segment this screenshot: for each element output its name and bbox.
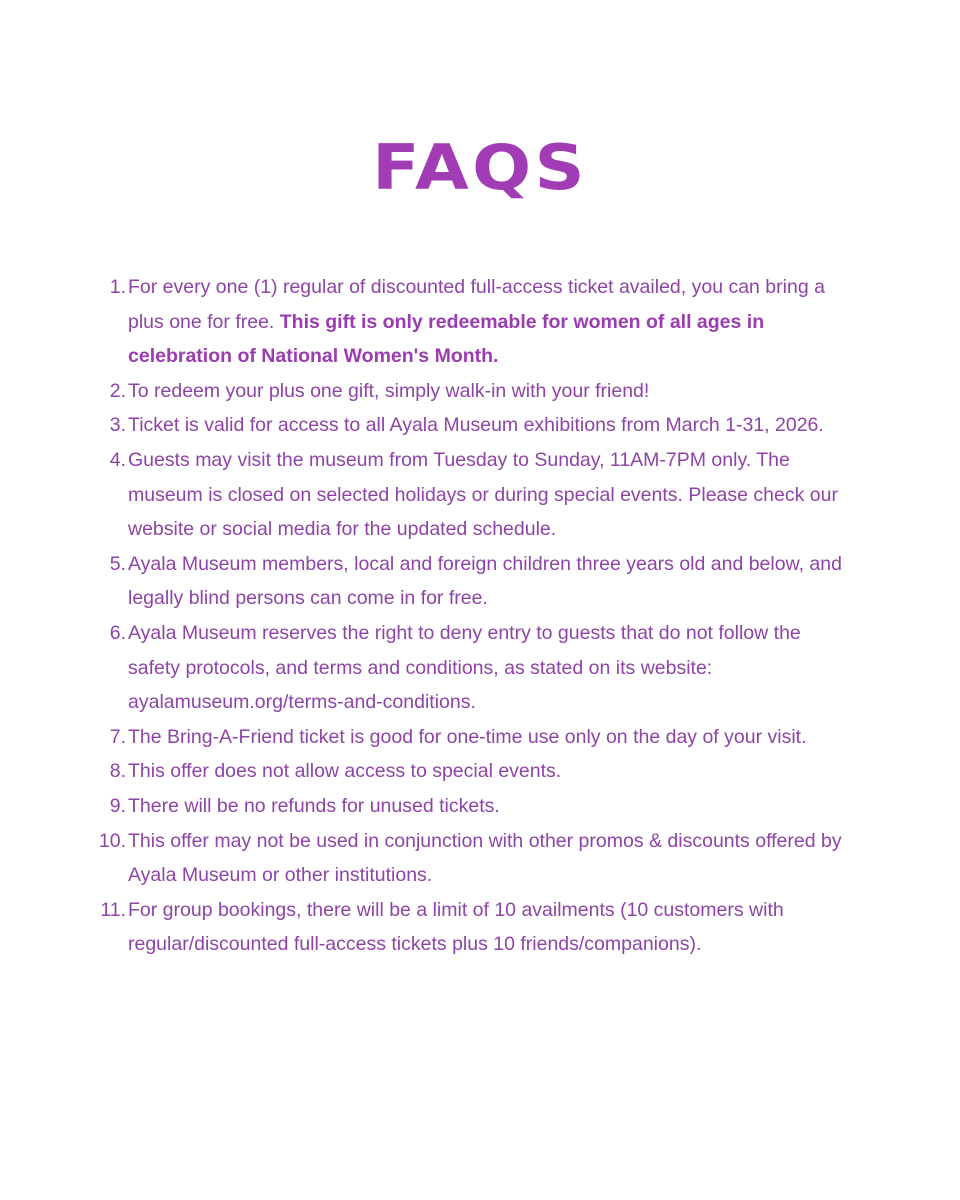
faq-number: 9. xyxy=(109,794,126,817)
faq-item-2 xyxy=(0,374,960,409)
faq-item-4 xyxy=(0,443,960,547)
faq-text: Ticket is valid for access to all Ayala Museum exhibitions from March 1-31, 2026. xyxy=(128,414,824,437)
faq-text: To redeem your plus one gift, simply walk-in with your friend! xyxy=(128,379,650,402)
faq-item-10 xyxy=(0,824,960,893)
faq-item-6 xyxy=(0,616,960,720)
faq-text: This offer does not allow access to special events. xyxy=(128,760,562,783)
faq-item-1 xyxy=(0,270,960,374)
faq-number: 10. xyxy=(98,829,126,852)
faq-text: For group bookings, there will be a limit of 10 availments (10 customers with regular/discounted full-access tickets plus 10 friends/companions). xyxy=(128,898,784,956)
faq-text xyxy=(128,270,848,374)
faq-item-7 xyxy=(0,720,960,755)
faq-item-3 xyxy=(0,408,960,443)
faq-text-regular: For every one (1) regular of discounted full-access ticket availed, you can bring a plus one for free. xyxy=(128,276,825,333)
faq-text: The Bring-A-Friend ticket is good for one-time use only on the day of your visit. xyxy=(128,725,807,748)
faq-number: 1. xyxy=(109,276,126,298)
faq-text: Ayala Museum reserves the right to deny entry to guests that do not follow the safety protocols, and terms and conditions, as stated on its website: ayalamuseum.org/terms-and-conditions. xyxy=(128,621,801,714)
faq-text: There will be no refunds for unused tickets. xyxy=(128,794,500,817)
faq-text: Guests may visit the museum from Tuesday to Sunday, 11AM-7PM only. The museum is closed on selected holidays or during special events. Please check our website or social media for the updated schedule. xyxy=(128,448,838,541)
faq-number: 7. xyxy=(109,725,126,748)
faq-number: 5. xyxy=(109,552,126,575)
faq-item-5 xyxy=(0,547,960,616)
faq-item-11 xyxy=(0,893,960,962)
faq-text-bold: This gift is only redeemable for women of all ages in celebration of National Women's Month. xyxy=(128,310,765,368)
faq-number: 11. xyxy=(100,898,126,921)
faq-list xyxy=(0,270,960,962)
faq-text: Ayala Museum members, local and foreign children three years old and below, and legally blind persons can come in for free. xyxy=(128,552,842,610)
faq-number: 4. xyxy=(109,448,126,471)
faq-item-8 xyxy=(0,754,960,789)
faq-item-9 xyxy=(0,789,960,824)
page-title: FAQS xyxy=(372,131,588,204)
faq-number: 6. xyxy=(109,621,126,644)
faq-number: 8. xyxy=(109,760,126,783)
faq-text: This offer may not be used in conjunction with other promos & discounts offered by Ayala Museum or other institutions. xyxy=(128,829,842,887)
faq-number: 3. xyxy=(109,414,126,437)
faq-number: 2. xyxy=(109,379,126,402)
